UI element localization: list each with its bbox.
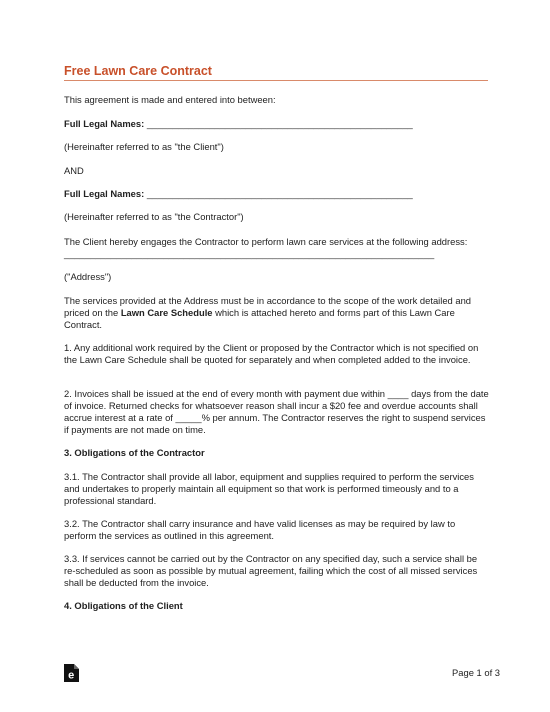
client-names-blank: ___________________________________________________ xyxy=(144,118,413,129)
contractor-names-label: Full Legal Names: xyxy=(64,188,145,199)
clause-3-3: 3.3. If services cannot be carried out by the Contractor on any specified day, such a service shall be re-scheduled as soon as possible by mutual agreement, failing which the cost of all missed services shall be deducted from the invoice. xyxy=(64,553,478,589)
lawn-care-schedule-term: Lawn Care Schedule xyxy=(120,307,213,319)
svg-text:e: e xyxy=(68,669,75,682)
scope-paragraph xyxy=(64,295,489,331)
client-names-label: Full Legal Names: xyxy=(64,118,145,129)
intro-text: This agreement is made and entered into between: xyxy=(64,94,276,105)
and-text: AND xyxy=(64,165,84,176)
clause-3-1: 3.1. The Contractor shall provide all labor, equipment and supplies required to perform the services and undertakes to properly maintain all equipment so that work is performed timeously and to a professional standard. xyxy=(64,471,474,507)
contractor-reference: (Hereinafter referred to as "the Contractor") xyxy=(64,211,244,222)
address-reference: ("Address") xyxy=(64,271,112,282)
contractor-names-blank: ___________________________________________________ xyxy=(144,188,413,199)
page-number: Page 1 of 3 xyxy=(452,667,500,678)
clause-2: 2. Invoices shall be issued at the end of every month with payment due within ____ days from the date of invoice. Returned checks for whatsoever reason shall incur a $20 fee and overdue accounts shall accrue interest at a rate of _____% per annum. The Contractor reserves the right to suspend services if payments are not made on time. xyxy=(64,388,489,436)
contractor-names-line xyxy=(64,188,489,200)
document-title: Free Lawn Care Contract xyxy=(64,64,488,81)
scope-text-start: The services provided at the Address must be in accordance to the scope of the work detailed and priced on the xyxy=(64,295,472,319)
section-heading-client-obligations: 4. Obligations of the Client xyxy=(64,600,183,611)
client-reference: (Hereinafter referred to as "the Client") xyxy=(64,141,224,152)
clause-3-2: 3.2. The Contractor shall carry insurance and have valid licenses as may be required by law to perform the services as outlined in this agreement. xyxy=(64,518,456,542)
client-names-line xyxy=(64,118,489,130)
section-heading-contractor-obligations: 3. Obligations of the Contractor xyxy=(64,447,205,458)
engagement-paragraph: The Client hereby engages the Contractor to perform lawn care services at the following address: _______________________________________________________________________ xyxy=(64,236,468,260)
scope-text-end: which is attached hereto and forms part of this Lawn Care Contract. xyxy=(64,307,455,331)
eforms-logo-icon xyxy=(63,664,79,682)
clause-1: 1. Any additional work required by the Client or proposed by the Contractor which is not specified on the Lawn Care Schedule shall be quoted for separately and when completed added to the invoice. xyxy=(64,342,479,366)
